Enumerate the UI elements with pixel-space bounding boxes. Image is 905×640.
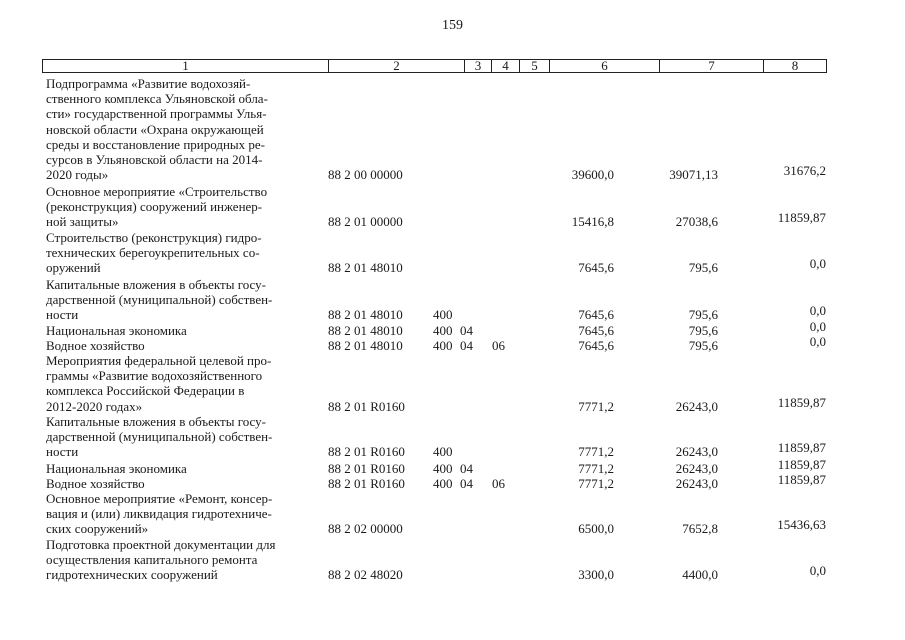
- row-name: Подготовка проектной документации для осуществления капитального ремонта гидротехнических сооружений: [46, 537, 276, 583]
- row-code: 88 2 02 48020: [328, 567, 403, 583]
- row-code: 88 2 01 48010: [328, 323, 403, 338]
- header-col-2: 2: [328, 60, 464, 72]
- row-col-5: 06: [492, 338, 505, 353]
- table-row: [0, 472, 905, 491]
- row-value-6: 3300,0: [578, 567, 614, 583]
- row-value-7: 26243,0: [675, 398, 718, 414]
- row-value-6: 15416,8: [571, 214, 614, 230]
- row-value-6: 7645,6: [578, 307, 614, 323]
- row-name: Национальная экономика: [46, 461, 187, 476]
- row-value-6: 7771,2: [578, 461, 614, 476]
- table-row: [0, 184, 905, 230]
- row-col-4: 04: [460, 338, 473, 353]
- row-value-7: 26243,0: [675, 444, 718, 460]
- header-col-3: 3: [464, 60, 491, 72]
- row-value-7: 26243,0: [675, 476, 718, 491]
- row-value-7: 795,6: [688, 338, 718, 353]
- row-name: Строительство (реконструкция) гидро- технических берегоукрепительных со- оружений: [46, 230, 262, 276]
- header-col-7: 7: [659, 60, 763, 72]
- row-name: Капитальные вложения в объекты госу- дарственной (муниципальной) собствен- ности: [46, 414, 273, 460]
- row-col-3: 400: [433, 307, 453, 323]
- row-value-8: 31676,2: [783, 163, 826, 179]
- row-value-7: 27038,6: [675, 214, 718, 230]
- row-value-8: 11859,87: [777, 457, 826, 472]
- row-code: 88 2 01 00000: [328, 214, 403, 230]
- row-code: 88 2 00 00000: [328, 167, 403, 183]
- row-value-8: 0,0: [809, 563, 826, 579]
- row-col-3: 400: [433, 338, 453, 353]
- header-col-4: 4: [491, 60, 519, 72]
- row-value-8: 15436,63: [777, 517, 826, 533]
- header-col-1: 1: [182, 58, 189, 73]
- row-code: 88 2 01 48010: [328, 307, 403, 323]
- row-code: 88 2 01 R0160: [328, 444, 405, 460]
- row-value-7: 4400,0: [682, 567, 718, 583]
- row-value-7: 795,6: [688, 260, 718, 276]
- row-value-7: 795,6: [688, 323, 718, 338]
- row-name: Национальная экономика: [46, 323, 187, 338]
- row-name: Водное хозяйство: [46, 338, 145, 353]
- table-row: [0, 457, 905, 476]
- row-value-8: 0,0: [809, 256, 826, 272]
- row-value-6: 7645,6: [578, 338, 614, 353]
- row-col-3: 400: [433, 476, 453, 491]
- row-code: 88 2 01 R0160: [328, 461, 405, 476]
- row-code: 88 2 01 48010: [328, 260, 403, 276]
- row-col-3: 400: [433, 444, 453, 460]
- row-value-6: 7645,6: [578, 260, 614, 276]
- row-value-8: 11859,87: [777, 472, 826, 487]
- row-name: Капитальные вложения в объекты госу- дарственной (муниципальной) собствен- ности: [46, 277, 273, 323]
- row-name: Основное мероприятие «Строительство (реконструкция) сооружений инженер- ной защиты»: [46, 184, 268, 230]
- row-name: Мероприятия федеральной целевой про- граммы «Развитие водохозяйственного комплекса Российской Федерации в 2012-2020 годах»: [46, 353, 272, 414]
- row-value-6: 39600,0: [571, 167, 614, 183]
- page-number: 159: [442, 18, 463, 33]
- row-col-3: 400: [433, 461, 453, 476]
- row-col-3: 400: [433, 323, 453, 338]
- row-value-7: 795,6: [688, 307, 718, 323]
- row-value-7: 26243,0: [675, 461, 718, 476]
- row-value-8: 0,0: [809, 303, 826, 319]
- table-row: [0, 537, 905, 583]
- row-value-8: 11859,87: [777, 440, 826, 456]
- row-code: 88 2 02 00000: [328, 521, 403, 537]
- table-row: [0, 230, 905, 276]
- table-row: [0, 76, 905, 182]
- row-value-7: 7652,8: [682, 521, 718, 537]
- row-col-4: 04: [460, 461, 473, 476]
- row-value-6: 7771,2: [578, 476, 614, 491]
- table-row: [0, 353, 905, 414]
- row-code: 88 2 01 48010: [328, 338, 403, 353]
- row-value-8: 11859,87: [777, 394, 826, 410]
- row-value-6: 7771,2: [578, 398, 614, 414]
- row-value-8: 0,0: [809, 334, 826, 349]
- row-col-4: 04: [460, 476, 473, 491]
- row-col-5: 06: [492, 476, 505, 491]
- row-value-6: 6500,0: [578, 521, 614, 537]
- row-name: Водное хозяйство: [46, 476, 145, 491]
- header-col-6: 6: [549, 60, 659, 72]
- table-row: [0, 319, 905, 338]
- row-code: 88 2 01 R0160: [328, 398, 405, 414]
- row-code: 88 2 01 R0160: [328, 476, 405, 491]
- table-header: [42, 59, 827, 73]
- row-col-4: 04: [460, 323, 473, 338]
- row-value-8: 0,0: [809, 319, 826, 334]
- table-row: [0, 334, 905, 353]
- row-value-7: 39071,13: [669, 167, 718, 183]
- row-name: Подпрограмма «Развитие водохозяй- ственного комплекса Ульяновской обла- сти» государственной программы Улья- новской области «Охрана окружающей среды и восстановление природных ре- сурсов в Ульяновской области на 2014- 2020 годы»: [46, 76, 268, 183]
- row-value-6: 7645,6: [578, 323, 614, 338]
- table-row: [0, 491, 905, 537]
- row-value-6: 7771,2: [578, 444, 614, 460]
- table-row: [0, 277, 905, 323]
- table-row: [0, 414, 905, 460]
- row-value-8: 11859,87: [777, 210, 826, 226]
- row-name: Основное мероприятие «Ремонт, консер- вация и (или) ликвидация гидротехниче- ских сооружений»: [46, 491, 273, 537]
- header-col-5: 5: [519, 60, 549, 72]
- header-col-8: 8: [763, 60, 826, 72]
